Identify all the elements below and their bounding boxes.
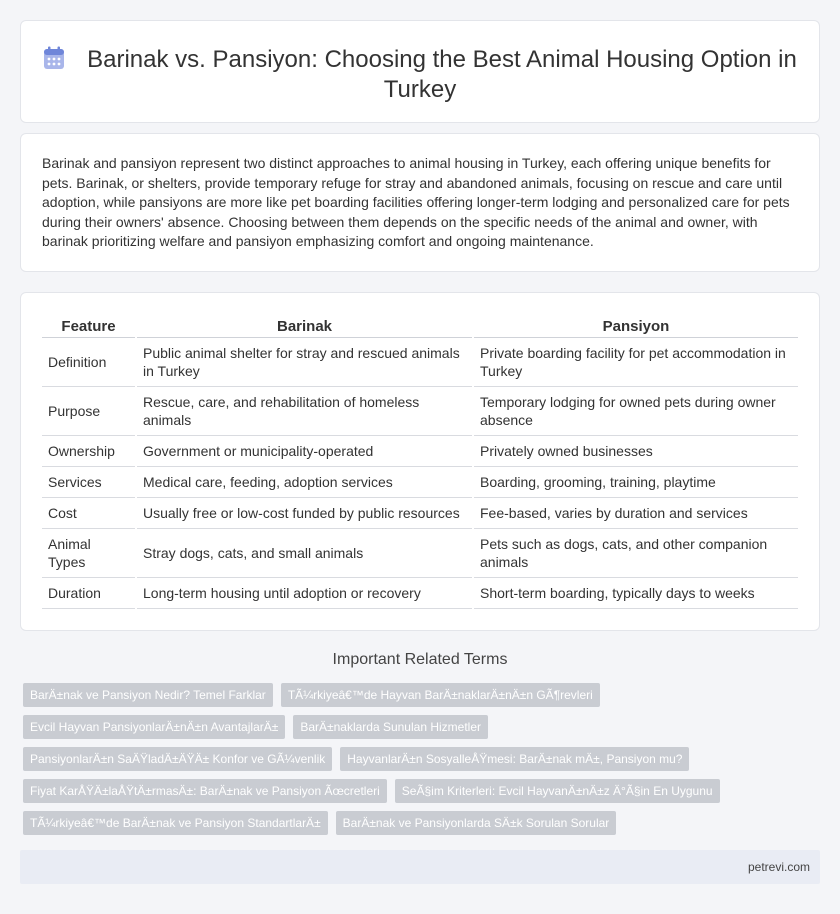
related-term-tag[interactable]: BarÄ±nak ve Pansiyon Nedir? Temel Farklar <box>23 683 273 707</box>
related-term-tag[interactable]: BarÄ±naklarda Sunulan Hizmetler <box>293 715 488 739</box>
page-title: Barinak vs. Pansiyon: Choosing the Best Animal Housing Option in Turkey <box>87 46 797 103</box>
related-terms-heading: Important Related Terms <box>332 651 508 668</box>
table-header-row <box>42 316 798 338</box>
cell-pansiyon: Privately owned businesses <box>473 436 798 467</box>
intro-paragraph: Barinak and pansiyon represent two distinct approaches to animal housing in Turkey, each offering unique benefits for pets. Barinak, or shelters, provide temporary refuge for stray and abandoned animals, focusing on rescue and care until adoption, while pansiyons are more like pet boarding facilities offering longer-term lodging and personalized care for pets during their owners' absence. Choosing between them depends on the specific needs of the animal and owner, with barinak prioritizing welfare and pansiyon emphasizing comfort and ongoing maintenance. <box>42 155 790 249</box>
related-term-tag[interactable]: SeÃ§im Kriterleri: Evcil HayvanÄ±nÄ±z Ä°Ã§in En Uygunu <box>395 779 720 803</box>
header-barinak: Barinak <box>136 316 473 338</box>
cell-pansiyon: Private boarding facility for pet accommodation in Turkey <box>473 338 798 387</box>
cell-pansiyon: Temporary lodging for owned pets during owner absence <box>473 387 798 436</box>
table-row <box>42 578 798 609</box>
related-term-tag[interactable]: TÃ¼rkiyeâ€™de BarÄ±nak ve Pansiyon StandartlarÄ± <box>23 811 328 835</box>
related-term-tag[interactable]: TÃ¼rkiyeâ€™de Hayvan BarÄ±naklarÄ±nÄ±n GÃ¶revleri <box>281 683 600 707</box>
related-terms-list <box>23 683 803 835</box>
header-card <box>20 20 820 123</box>
cell-feature: Purpose <box>42 387 136 436</box>
table-row <box>42 529 798 578</box>
cell-barinak: Usually free or low-cost funded by public resources <box>136 498 473 529</box>
related-term-tag[interactable]: Fiyat KarÅŸÄ±laÅŸtÄ±rmasÄ±: BarÄ±nak ve Pansiyon Ãœcretleri <box>23 779 387 803</box>
cell-feature: Animal Types <box>42 529 136 578</box>
cell-feature: Services <box>42 467 136 498</box>
comparison-table-card <box>20 292 820 631</box>
table-row <box>42 467 798 498</box>
cell-pansiyon: Short-term boarding, typically days to weeks <box>473 578 798 609</box>
table-row <box>42 436 798 467</box>
cell-pansiyon: Boarding, grooming, training, playtime <box>473 467 798 498</box>
related-term-tag[interactable]: PansiyonlarÄ±n SaÄŸladÄ±ÄŸÄ± Konfor ve GÃ¼venlik <box>23 747 332 771</box>
footer <box>20 850 820 884</box>
calendar-icon <box>43 46 65 70</box>
footer-site-link[interactable]: petrevi.com <box>747 860 810 874</box>
related-term-tag[interactable]: HayvanlarÄ±n SosyalleÅŸmesi: BarÄ±nak mÄ±, Pansiyon mu? <box>340 747 689 771</box>
cell-pansiyon: Pets such as dogs, cats, and other companion animals <box>473 529 798 578</box>
intro-card <box>20 133 820 272</box>
table-row <box>42 338 798 387</box>
cell-barinak: Medical care, feeding, adoption services <box>136 467 473 498</box>
cell-pansiyon: Fee-based, varies by duration and services <box>473 498 798 529</box>
cell-barinak: Rescue, care, and rehabilitation of homeless animals <box>136 387 473 436</box>
cell-feature: Ownership <box>42 436 136 467</box>
cell-feature: Duration <box>42 578 136 609</box>
table-row <box>42 387 798 436</box>
cell-barinak: Long-term housing until adoption or recovery <box>136 578 473 609</box>
comparison-table <box>42 316 798 609</box>
cell-feature: Definition <box>42 338 136 387</box>
header-feature: Feature <box>42 316 136 338</box>
cell-feature: Cost <box>42 498 136 529</box>
cell-barinak: Government or municipality-operated <box>136 436 473 467</box>
page-title-wrap <box>21 45 819 105</box>
related-term-tag[interactable]: BarÄ±nak ve Pansiyonlarda SÄ±k Sorulan Sorular <box>336 811 617 835</box>
cell-barinak: Public animal shelter for stray and rescued animals in Turkey <box>136 338 473 387</box>
related-term-tag[interactable]: Evcil Hayvan PansiyonlarÄ±nÄ±n AvantajlarÄ± <box>23 715 285 739</box>
cell-barinak: Stray dogs, cats, and small animals <box>136 529 473 578</box>
header-pansiyon: Pansiyon <box>473 316 798 338</box>
table-row <box>42 498 798 529</box>
